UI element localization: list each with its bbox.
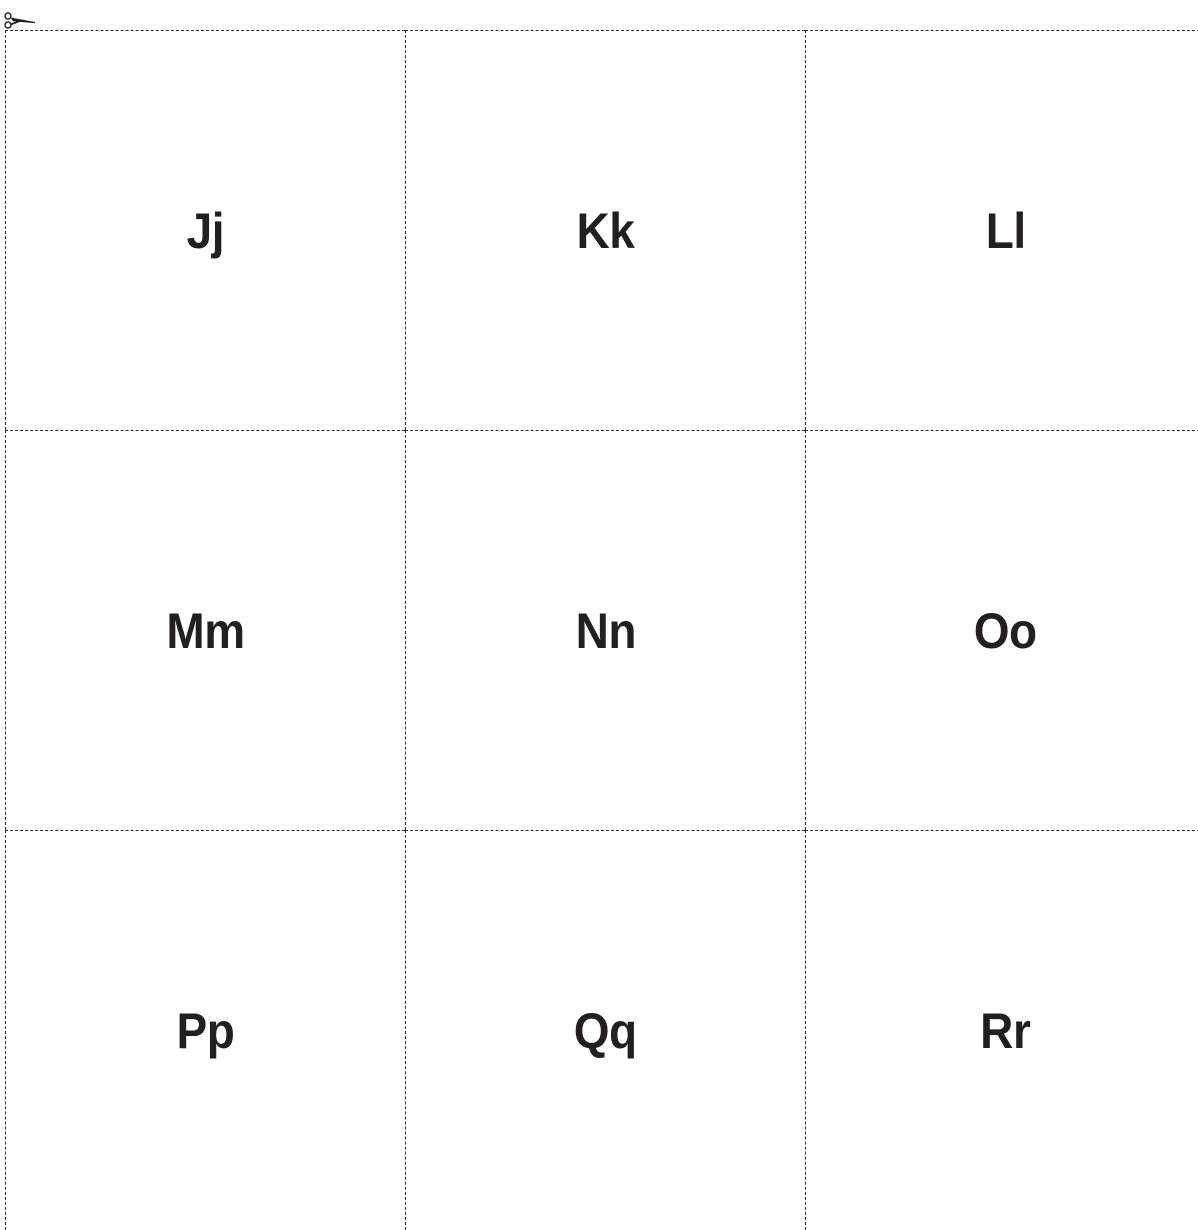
flash-card bbox=[5, 430, 405, 830]
flash-card bbox=[405, 430, 805, 830]
card-letter: Kk bbox=[576, 202, 635, 259]
card-letter: Mm bbox=[166, 602, 245, 659]
card-letter: Nn bbox=[575, 602, 636, 659]
flash-card bbox=[405, 830, 805, 1230]
card-letter: Ll bbox=[985, 202, 1026, 259]
card-letter: Qq bbox=[574, 1002, 637, 1059]
flash-card bbox=[805, 430, 1198, 830]
card-letter: Jj bbox=[186, 202, 225, 259]
flash-card bbox=[805, 830, 1198, 1230]
card-letter: Oo bbox=[974, 602, 1037, 659]
scissors-icon bbox=[2, 8, 36, 30]
card-letter: Rr bbox=[980, 1002, 1031, 1059]
flash-card bbox=[805, 30, 1198, 430]
flash-card bbox=[5, 830, 405, 1230]
flash-card-grid bbox=[5, 30, 1198, 1230]
flash-card bbox=[405, 30, 805, 430]
flash-card bbox=[5, 30, 405, 430]
card-letter: Pp bbox=[176, 1002, 235, 1059]
